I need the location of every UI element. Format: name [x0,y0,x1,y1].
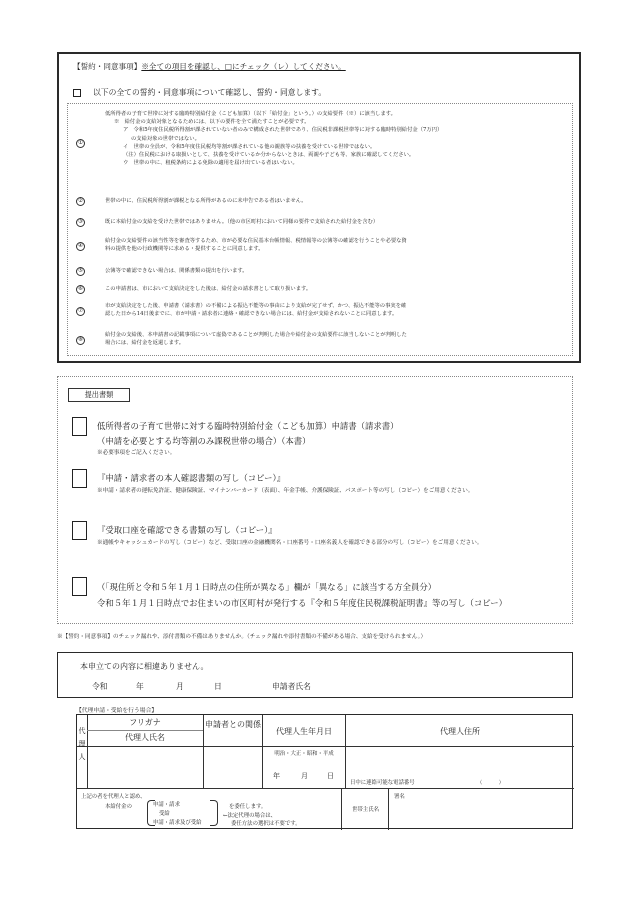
doc-title: （「現住所と令和５年１月１日時点の住所が異なる」欄が「異なる」に該当する方全員分） [97,582,437,592]
delegate-end: を委任します。 [229,804,267,810]
doc-checkbox[interactable] [72,417,87,436]
item-number: ⑦ [76,307,85,316]
item-text: の支給対象の世帯ではない。 [131,135,200,142]
applicant-name-label: 申請者氏名 [272,682,311,691]
doc-subtitle: （申請を必要とする均等割のみ課税世帯の場合）（本書） [97,436,311,446]
item-text: 場合には、給付金を返還します。 [105,340,185,347]
item-text: 認した日から14日後までに、市が申請・請求者に連絡・確認できない場合には、給付金が支給されないことに同意します。 [105,311,398,318]
item-text: 料の提供を他の行政機関等に求める・提供することに同意します。 [105,246,264,253]
item-text: 給付金の支給要件の該当性等を審査等するため、市が必要な住民基本台帳情報、税情報等の公簿等の確認を行うことや必要な資 [105,238,407,244]
item-number: ④ [76,242,85,251]
delegate-intro: 上記の者を代理人と認め、 [81,794,146,800]
item-text: ウ 世帯の中に、租税条約による免除の適用を届け出ている者はいない。 [123,160,298,167]
pledge-items [67,103,573,356]
doc-note: ※通帳やキャッシュカードの写し（コピー）など、受取口座の金融機関名・口座番号・口座名義人を確認できる部分の写し（コピー）をご用意ください。 [97,540,483,546]
option-receive[interactable]: 受給 [159,811,170,817]
item-text: （注）住民税における取扱いとして、扶養を受けているか分からないときは、両親や子ども等、家族に確認してください。 [123,152,415,159]
doc-note: ※申請・請求者の運転免許証、健康保険証、マイナンバーカード（表面）、年金手帳、介護保険証、パスポート等の写し（コピー）をご用意ください。 [97,488,474,494]
item-text: 公簿等で確認できない場合は、関係書類の提出を行います。 [105,268,248,274]
birth-year-label: 年 [273,772,280,780]
proxy-table [76,714,573,829]
relation-header: 申請者との関係 [205,720,261,729]
item-number: ⑧ [76,336,85,345]
year-label: 年 [136,682,144,691]
item-number: ⑥ [76,285,85,294]
proxy-heading: 【代理申請・受給を行う場合】 [76,708,158,714]
doc-item-id [72,469,562,507]
address-header: 代理人住所 [440,727,480,736]
benefit-label: 本給付金の [105,804,132,810]
birth-day-label: 日 [327,772,334,780]
item-text: 低所得者の子育て世帯に対する臨時特別給付金（こども加算）（以下「給付金」という。）の支給要件（※）に該当します。 [105,111,396,117]
item-number: ① [76,139,85,148]
doc-item-bank [72,521,562,559]
proxy-name-header: 代理人氏名 [125,733,165,742]
doc-note: ※必要事項をご記入ください。 [97,450,176,456]
pledge-section [57,52,581,363]
item-number: ③ [76,218,85,227]
doc-subtitle: 令和５年１月１日時点でお住まいの市区町村が発行する『令和５年度住民税課税証明書』等の写し（コピー） [97,598,508,608]
pledge-header [73,61,346,72]
doc-title: 『申請・請求者の本人確認書類の写し（コピー）』 [97,473,286,483]
signature-label: 署名 [394,794,405,800]
doc-item-application [72,417,562,459]
item-text: ※ 給付金の支給対象となるためには、以下の要件を全て満たすことが必要です。 [114,119,310,126]
item-text: 給付金の支給後、本申請書の記載事項について虚偽であることが判明した場合や給付金の支給要件に該当しないことが判明した [105,332,407,338]
doc-title: 『受取口座を確認できる書類の写し（コピー）』 [97,525,277,535]
option-both[interactable]: 申請・請求及び受給 [153,820,202,826]
agree-checkbox[interactable] [73,89,81,97]
birth-month-label: 月 [301,772,308,780]
doc-checkbox[interactable] [72,469,87,488]
item-number: ② [76,197,85,206]
doc-title: 低所得者の子育て世帯に対する臨時特別給付金（こども加算）申請書（請求書） [97,421,399,431]
doc-checkbox[interactable] [72,577,87,596]
doc-checkbox[interactable] [72,521,87,540]
documents-title: 提出書類 [68,388,130,402]
item-text: ア 令和5年度住民税所得割が課されていない者のみで構成された世帯であり、住民税非課税世帯等に対する臨時特別給付金（7万円） [123,127,443,134]
phone-parens: （ ） [477,780,504,786]
pledge-instruction: ※全ての項目を確認し、□にチェック（レ）してください。 [141,62,346,71]
item-text: 市が支給決定をした後、申請書（請求書）の不備による振込不能等の事由により支給が完了せず、かつ、振込不能等の事実を確 [105,303,407,309]
proxy-side-label: 代理人 [78,727,86,761]
item-text: 既に本給付金の支給を受けた世帯ではありません。（他の市区町村において同様の要件で支給された給付金を含む） [105,219,379,225]
month-label: 月 [176,682,184,691]
agree-label: 以下の全ての誓約・同意事項について確認し、誓約・同意します。 [93,88,327,97]
item-number: ⑤ [76,267,85,276]
furigana-header: フリガナ [129,718,161,727]
declaration-text: 本申立ての内容に相違ありません。 [80,662,209,671]
item-text: この申請書は、市において支給決定をした後は、給付金の請求書として取り扱います。 [105,286,312,292]
era-label: 令和 [92,682,108,691]
pledge-header-label: 【誓約・同意事項】 [73,62,142,71]
footnote: ※【誓約・同意事項】のチェック漏れや、添付書類の不備はありませんか。（チェック漏れや添付書類の不備がある場合、支給を受けられません。） [57,634,427,640]
agree-row[interactable] [73,87,326,98]
phone-label: 日中に連絡可能な電話番号 [350,780,415,786]
era-options: 明治・大正・昭和・平成 [274,751,334,757]
legal-note: ←法定代理の場合は、 [223,813,277,819]
declaration-box [57,652,573,698]
day-label: 日 [214,682,222,691]
birthdate-header: 代理人生年月日 [276,727,332,736]
doc-item-tax-cert [72,577,562,613]
option-apply[interactable]: 申請・請求 [153,802,180,808]
item-text: 世帯の中に、住民税所得割が課税となる所得があるのに未申告である者はいません。 [105,198,307,204]
documents-section [57,376,573,624]
legal-note: 委任方法の選択は不要です。 [231,821,301,827]
householder-label: 世帯主氏名 [352,807,379,813]
item-text: イ 世帯の全員が、令和5年度住民税均等割が課されている他の親族等の扶養を受けている世帯ではない。 [123,143,376,150]
